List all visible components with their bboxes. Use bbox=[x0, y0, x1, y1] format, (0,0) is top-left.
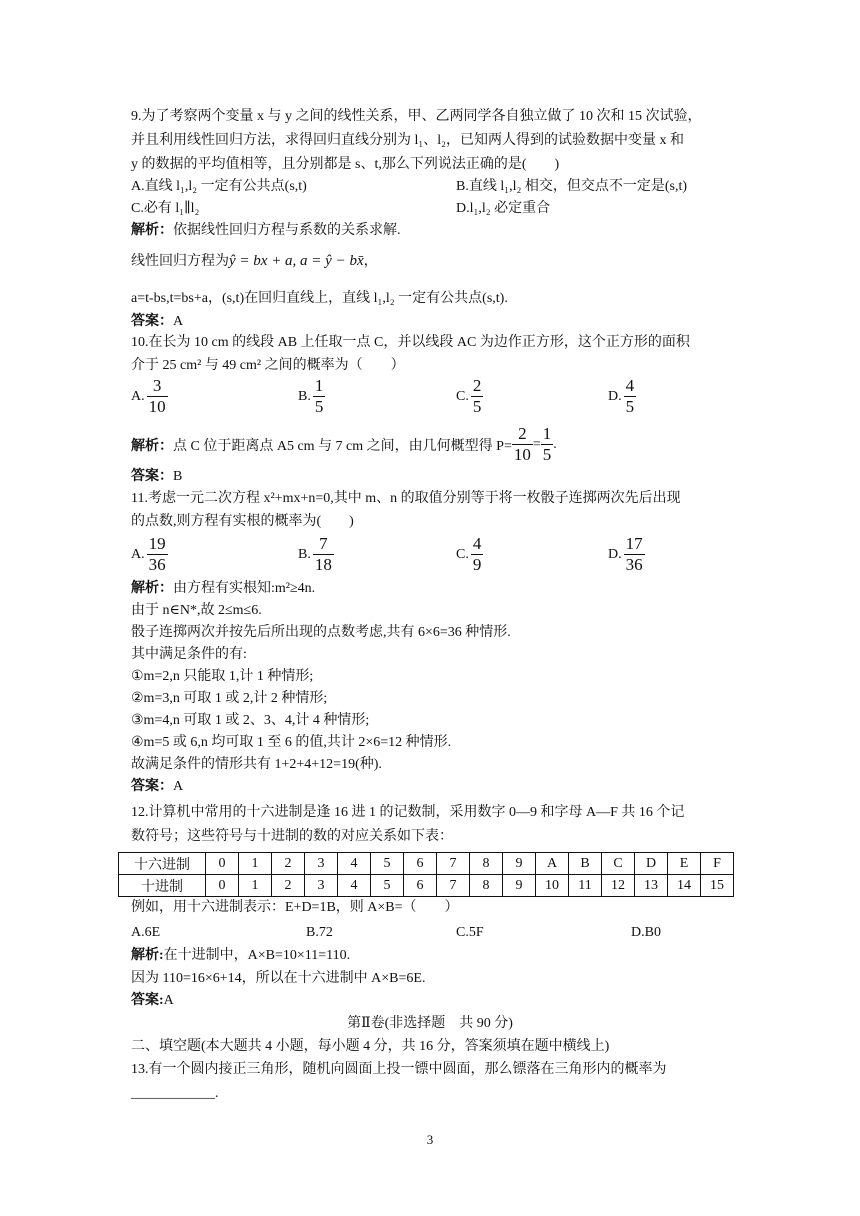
dec-cell: 5 bbox=[371, 875, 404, 897]
q11-analysis-text: 由方程有实根知:m²≥4n. bbox=[173, 581, 316, 596]
q9-analysis-line3: a=t-bs,t=bs+a，(s,t)在回归直线上，直线 l₁,l₂ 一定有公共点(s,t). bbox=[131, 291, 508, 306]
q11-line2: 由于 n∈N*,故 2≤m≤6. bbox=[131, 603, 262, 618]
q9-analysis-label: 解析： bbox=[131, 223, 173, 238]
q9-option-a: A.直线 l₁,l₂ 一定有公共点(s,t) bbox=[131, 179, 307, 194]
q10-answer-label: 答案： bbox=[131, 469, 173, 484]
hex-cell: 3 bbox=[305, 853, 338, 875]
hex-cell: 4 bbox=[338, 853, 371, 875]
dec-cell: 15 bbox=[701, 875, 734, 897]
dec-cell: 0 bbox=[206, 875, 239, 897]
q11-stem-line2: 的点数,则方程有实根的概率为( ) bbox=[131, 514, 354, 529]
q12-option-d: D.B0 bbox=[631, 925, 661, 940]
q11-answer bbox=[131, 778, 183, 796]
hex-cell: 7 bbox=[437, 853, 470, 875]
dec-cell: 13 bbox=[635, 875, 668, 897]
q12-option-c: C.5F bbox=[456, 925, 484, 940]
dec-cell: 8 bbox=[470, 875, 503, 897]
q12-answer-value: A bbox=[163, 993, 174, 1008]
q9-analysis-text: 依据线性回归方程与系数的关系求解. bbox=[173, 223, 401, 238]
q10-analysis-equals: = bbox=[532, 436, 541, 452]
hex-cell: 1 bbox=[239, 853, 272, 875]
q10-analysis-text: 点 C 位于距离点 A5 cm 与 7 cm 之间，由几何概型得 P= bbox=[173, 438, 512, 454]
q11-line3: 骰子连掷两次并按先后所出现的点数考虑,共有 6×6=36 种情形. bbox=[131, 625, 511, 640]
q9-option-c: C.必有 l₁∥l₂ bbox=[131, 201, 200, 216]
dec-cell: 10 bbox=[536, 875, 569, 897]
q10-option-b-fraction: $\frac{1}{5}$ bbox=[314, 376, 324, 416]
q12-line2: 因为 110=16×6+14，所以在十六进制中 A×B=6E. bbox=[131, 971, 426, 986]
q12-answer bbox=[131, 992, 174, 1010]
hex-cell: F bbox=[701, 853, 734, 875]
q12-answer-label: 答案: bbox=[131, 993, 164, 1008]
q11-line4: 其中满足条件的有: bbox=[131, 647, 247, 662]
q10-stem-line1: 10.在长为 10 cm 的线段 AB 上任取一点 C，并以线段 AC 为边作正方形，这个正方形的面积 bbox=[131, 335, 690, 350]
q12-example: 例如，用十六进制表示：E+D=1B，则 A×B=（ ） bbox=[131, 900, 459, 915]
dec-cell: 7 bbox=[437, 875, 470, 897]
q10-option-b: B. $\frac{1}{5}$ bbox=[298, 376, 324, 416]
q10-answer-value: B bbox=[173, 469, 183, 484]
q11-option-b-fraction: $\frac{7}{18}$ bbox=[314, 534, 332, 574]
q11-option-c-fraction: $\frac{4}{9}$ bbox=[472, 534, 482, 574]
hex-cell: D bbox=[635, 853, 668, 875]
hex-cell: E bbox=[668, 853, 701, 875]
q12-analysis bbox=[131, 947, 350, 965]
hex-cell: 9 bbox=[503, 853, 536, 875]
q10-stem-line2: 介于 25 cm² 与 49 cm² 之间的概率为（ ） bbox=[131, 358, 405, 373]
q12-analysis-text: 在十进制中，A×B=10×11=110. bbox=[163, 948, 351, 963]
hex-cell: 0 bbox=[206, 853, 239, 875]
dec-cell: 14 bbox=[668, 875, 701, 897]
dec-cell: 3 bbox=[305, 875, 338, 897]
q11-line5: ①m=2,n 只能取 1,计 1 种情形; bbox=[131, 669, 314, 684]
q9-formula-prefix: 线性回归方程为 bbox=[131, 254, 229, 269]
q10-analysis-fraction-2: $\frac{1}{5}$ bbox=[542, 424, 552, 464]
q11-answer-value: A bbox=[173, 779, 184, 794]
dec-cell: 6 bbox=[404, 875, 437, 897]
q9-answer-label: 答案： bbox=[131, 314, 173, 329]
q10-analysis-end: . bbox=[553, 436, 557, 452]
q11-stem-line1: 11.考虑一元二次方程 x²+mx+n=0,其中 m、n 的取值分别等于将一枚骰子连掷两次先后出现 bbox=[131, 491, 681, 506]
q10-analysis-label: 解析： bbox=[131, 438, 173, 454]
q11-line9: 故满足条件的情形共有 1+2+4+12=19(种). bbox=[131, 757, 382, 772]
q10-option-d: D. $\frac{4}{5}$ bbox=[608, 376, 635, 416]
hex-cell: C bbox=[602, 853, 635, 875]
q11-line8: ④m=5 或 6,n 均可取 1 至 6 的值,共计 2×6=12 种情形. bbox=[131, 735, 452, 750]
q9-stem-line1: 9.为了考察两个变量 x 与 y 之间的线性关系，甲、乙两同学各自独立做了 10 次和 15 次试验， bbox=[131, 109, 702, 124]
q11-analysis bbox=[131, 580, 315, 598]
q11-answer-label: 答案： bbox=[131, 779, 173, 794]
q9-answer bbox=[131, 313, 183, 331]
q11-option-d-fraction: $\frac{17}{36}$ bbox=[625, 534, 643, 574]
q9-formula: ŷ = bx + a, a = ŷ − bx̄ bbox=[229, 253, 364, 269]
q11-option-c: C. $\frac{4}{9}$ bbox=[456, 534, 482, 574]
hex-cell: 6 bbox=[404, 853, 437, 875]
hex-cell: A bbox=[536, 853, 569, 875]
dec-cell: 4 bbox=[338, 875, 371, 897]
q9-option-b: B.直线 l₁,l₂ 相交，但交点不一定是(s,t) bbox=[456, 179, 688, 194]
q11-option-b: B. $\frac{7}{18}$ bbox=[298, 534, 332, 574]
q12-analysis-label: 解析: bbox=[131, 948, 164, 963]
q10-option-d-fraction: $\frac{4}{5}$ bbox=[625, 376, 635, 416]
q11-analysis-label: 解析： bbox=[131, 581, 173, 596]
q12-option-a: A.6E bbox=[131, 925, 161, 940]
q9-formula-line bbox=[131, 252, 378, 271]
hex-cell: 2 bbox=[272, 853, 305, 875]
q10-option-a-fraction: $\frac{3}{10}$ bbox=[148, 376, 166, 416]
dec-cell: 12 bbox=[602, 875, 635, 897]
q13-stem-line1: 13.有一个圆内接正三角形，随机向圆面上投一镖中圆面，那么镖落在三角形内的概率为 bbox=[131, 1062, 667, 1077]
dec-row-label: 十进制 bbox=[119, 875, 206, 897]
q10-option-a: A. $\frac{3}{10}$ bbox=[131, 376, 166, 416]
q9-formula-suffix: ， bbox=[363, 254, 378, 269]
q13-stem-line2: ____________. bbox=[131, 1086, 219, 1101]
q12-stem-line1: 12.计算机中常用的十六进制是逢 16 进 1 的记数制，采用数字 0—9 和字母 A—F 共 16 个记 bbox=[131, 805, 685, 820]
dec-cell: 11 bbox=[569, 875, 602, 897]
hex-row-decimal bbox=[119, 875, 734, 897]
hex-cell: B bbox=[569, 853, 602, 875]
hex-row-label: 十六进制 bbox=[119, 853, 206, 875]
q9-analysis bbox=[131, 222, 401, 240]
hex-cell: 5 bbox=[371, 853, 404, 875]
q11-line6: ②m=3,n 可取 1 或 2,计 2 种情形; bbox=[131, 691, 328, 706]
page-number: 3 bbox=[426, 1132, 434, 1147]
part2-title: 第Ⅱ卷(非选择题 共 90 分) bbox=[347, 1016, 513, 1031]
q10-option-c-fraction: $\frac{2}{5}$ bbox=[472, 376, 482, 416]
q9-stem-line3: y 的数据的平均值相等，且分别都是 s、t,那么下列说法正确的是( ) bbox=[131, 157, 560, 172]
dec-cell: 2 bbox=[272, 875, 305, 897]
q9-stem-line2: 并且利用线性回归方法，求得回归直线分别为 l₁、l₂，已知两人得到的试验数据中变量 x 和 bbox=[131, 133, 685, 148]
part2-section-heading: 二、填空题(本大题共 4 小题，每小题 4 分，共 16 分，答案须填在题中横线上) bbox=[131, 1039, 610, 1054]
q12-option-b: B.72 bbox=[306, 925, 333, 940]
q10-analysis bbox=[131, 424, 557, 465]
dec-cell: 9 bbox=[503, 875, 536, 897]
q11-option-d: D. $\frac{17}{36}$ bbox=[608, 534, 643, 574]
hex-cell: 8 bbox=[470, 853, 503, 875]
q10-option-c: C. $\frac{2}{5}$ bbox=[456, 376, 482, 416]
q9-answer-value: A bbox=[173, 314, 184, 329]
q11-option-a-fraction: $\frac{19}{36}$ bbox=[148, 534, 166, 574]
q11-option-a: A. $\frac{19}{36}$ bbox=[131, 534, 166, 574]
hex-row-hexadecimal bbox=[119, 853, 734, 875]
q11-line7: ③m=4,n 可取 1 或 2、3、4,计 4 种情形; bbox=[131, 713, 370, 728]
q10-analysis-fraction-1: $\frac{2}{10}$ bbox=[513, 424, 531, 464]
q12-stem-line2: 数符号；这些符号与十进制的数的对应关系如下表： bbox=[131, 829, 453, 844]
q9-option-d: D.l₁,l₂ 必定重合 bbox=[456, 201, 551, 216]
q10-answer bbox=[131, 468, 182, 486]
hex-table bbox=[118, 852, 734, 897]
dec-cell: 1 bbox=[239, 875, 272, 897]
